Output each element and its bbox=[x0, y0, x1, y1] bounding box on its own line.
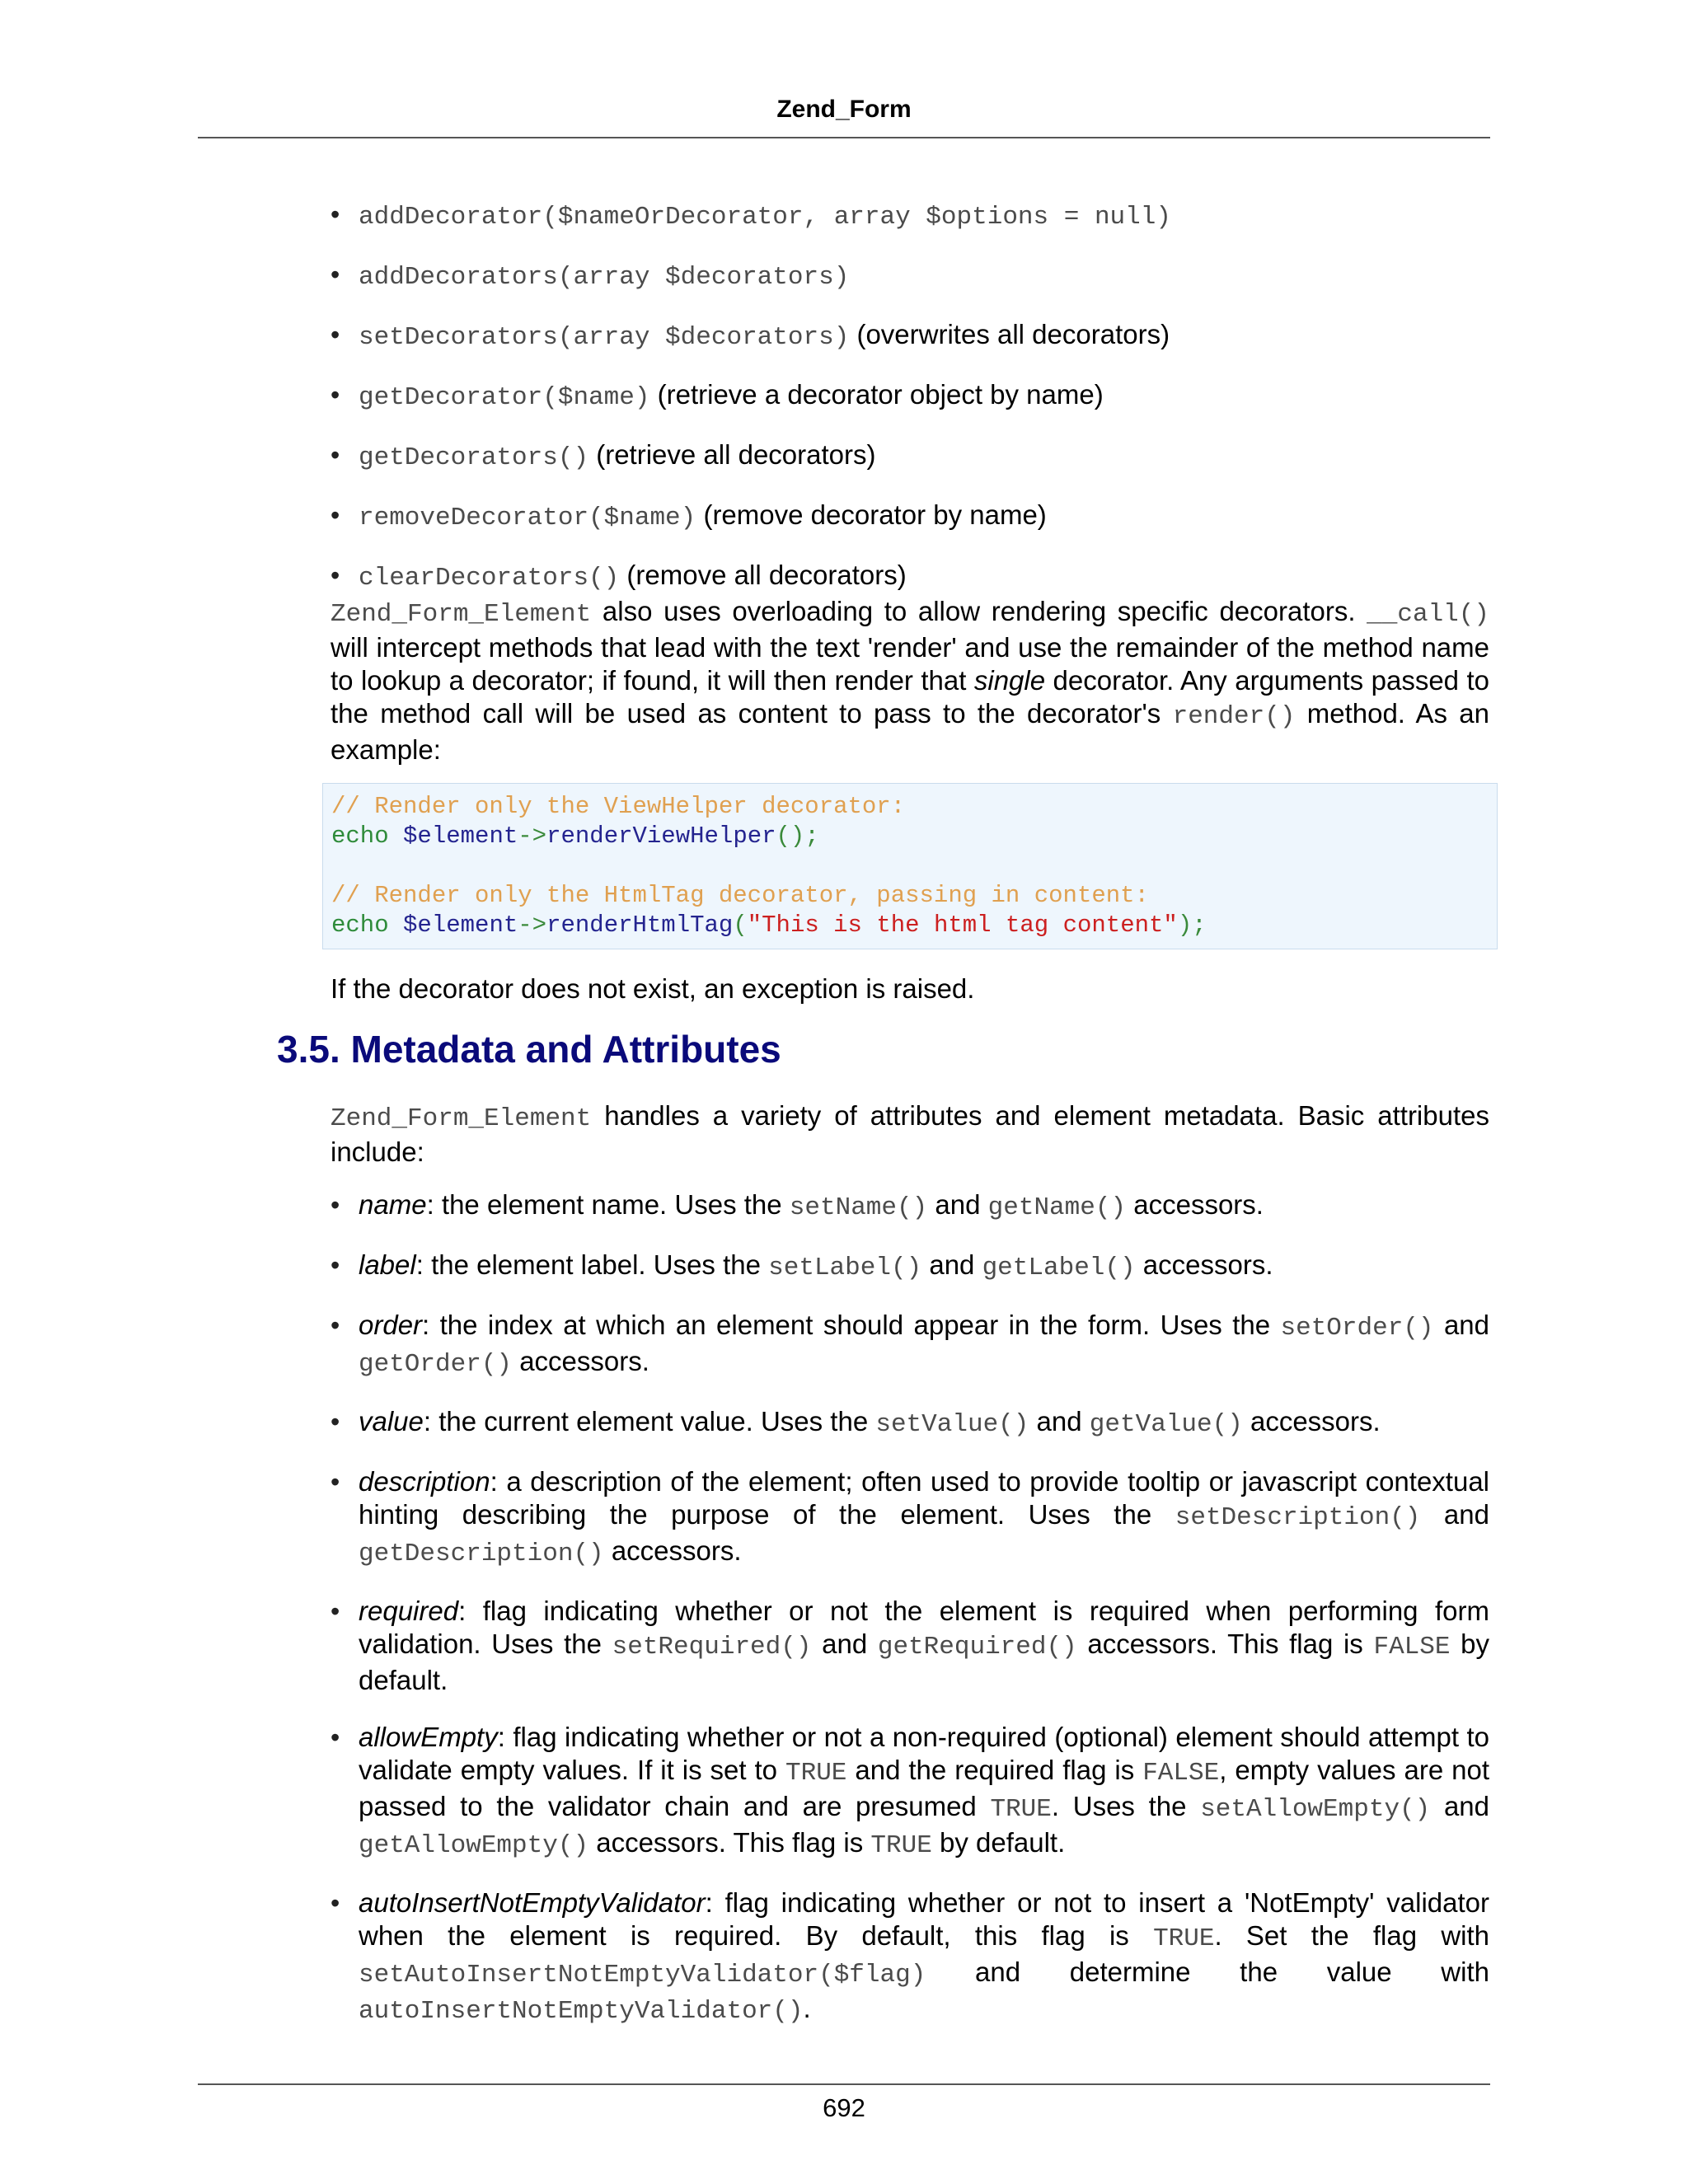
decorator-method-list bbox=[331, 198, 1489, 619]
page-header-title: Zend_Form bbox=[776, 96, 912, 123]
list-item: • value: the current element value. Uses the setValue() and getValue() accessors. bbox=[331, 1405, 1489, 1441]
list-item: • description: a description of the element; often used to provide tooltip or javascript contextual hinting describing the purpose of the element. Uses the setDescription() and getDescription() accessors. bbox=[331, 1465, 1489, 1571]
list-item: • addDecorators(array $decorators) bbox=[331, 258, 1489, 294]
list-item: • getDecorators() (retrieve all decorators) bbox=[331, 438, 1489, 475]
section-intro: Zend_Form_Element handles a variety of attributes and element metadata. Basic attributes include: bbox=[331, 1100, 1489, 1167]
exception-note: If the decorator does not exist, an exception is raised. bbox=[331, 973, 975, 1004]
code-comment: // Render only the HtmlTag decorator, passing in content: bbox=[331, 882, 1149, 909]
overloading-paragraph: Zend_Form_Element also uses overloading to allow rendering specific decorators. __call() will intercept methods that lead with the text 'render' and use the remainder of the method name to lookup a decorator; if found, it will then render that single decorator. Any arguments passed to the method call will be used as content to pass to the decorator's render() method. As an example: bbox=[331, 596, 1490, 765]
list-item: • addDecorator($nameOrDecorator, array $options = null) bbox=[331, 198, 1489, 234]
list-item: • clearDecorators() (remove all decorators) bbox=[331, 559, 1489, 595]
attribute-list bbox=[331, 1188, 1489, 2052]
footer-divider bbox=[198, 2083, 1490, 2085]
list-item: • order: the index at which an element should appear in the form. Uses the setOrder() and getOrder() accessors. bbox=[331, 1309, 1489, 1381]
list-item: • required: flag indicating whether or not the element is required when performing form validation. Uses the setRequired() and getRequired() accessors. This flag is FALSE by default. bbox=[331, 1595, 1489, 1697]
list-item: • getDecorator($name) (retrieve a decorator object by name) bbox=[331, 378, 1489, 415]
list-item: • label: the element label. Uses the setLabel() and getLabel() accessors. bbox=[331, 1249, 1489, 1285]
list-item: • allowEmpty: flag indicating whether or not a non-required (optional) element should attempt to validate empty values. If it is set to TRUE and the required flag is FALSE, empty values are not passed to the validator chain and are presumed TRUE. Uses the setAllowEmpty() and getAllowEmpty() accessors. This flag is TRUE by default. bbox=[331, 1721, 1489, 1863]
code-example-block: // Render only the ViewHelper decorator: echo $element->renderViewHelper(); // Render only the HtmlTag decorator, passing in content: echo $element->renderHtmlTag("This is the html tag content"); bbox=[322, 783, 1498, 949]
list-item: • removeDecorator($name) (remove decorator by name) bbox=[331, 499, 1489, 535]
list-item: • setDecorators(array $decorators) (overwrites all decorators) bbox=[331, 318, 1489, 354]
code-comment: // Render only the ViewHelper decorator: bbox=[331, 793, 906, 820]
section-heading: 3.5. Metadata and Attributes bbox=[277, 1028, 781, 1071]
page-number: 692 bbox=[823, 2093, 865, 2122]
list-item: • name: the element name. Uses the setName() and getName() accessors. bbox=[331, 1188, 1489, 1225]
list-item: • autoInsertNotEmptyValidator: flag indicating whether or not to insert a 'NotEmpty' validator when the element is required. By default, this flag is TRUE. Set the flag with setAutoInsertNotEmptyValidator($flag) and determine the value with autoInsertNotEmptyValidator(). bbox=[331, 1886, 1489, 2028]
header-divider bbox=[198, 137, 1490, 138]
